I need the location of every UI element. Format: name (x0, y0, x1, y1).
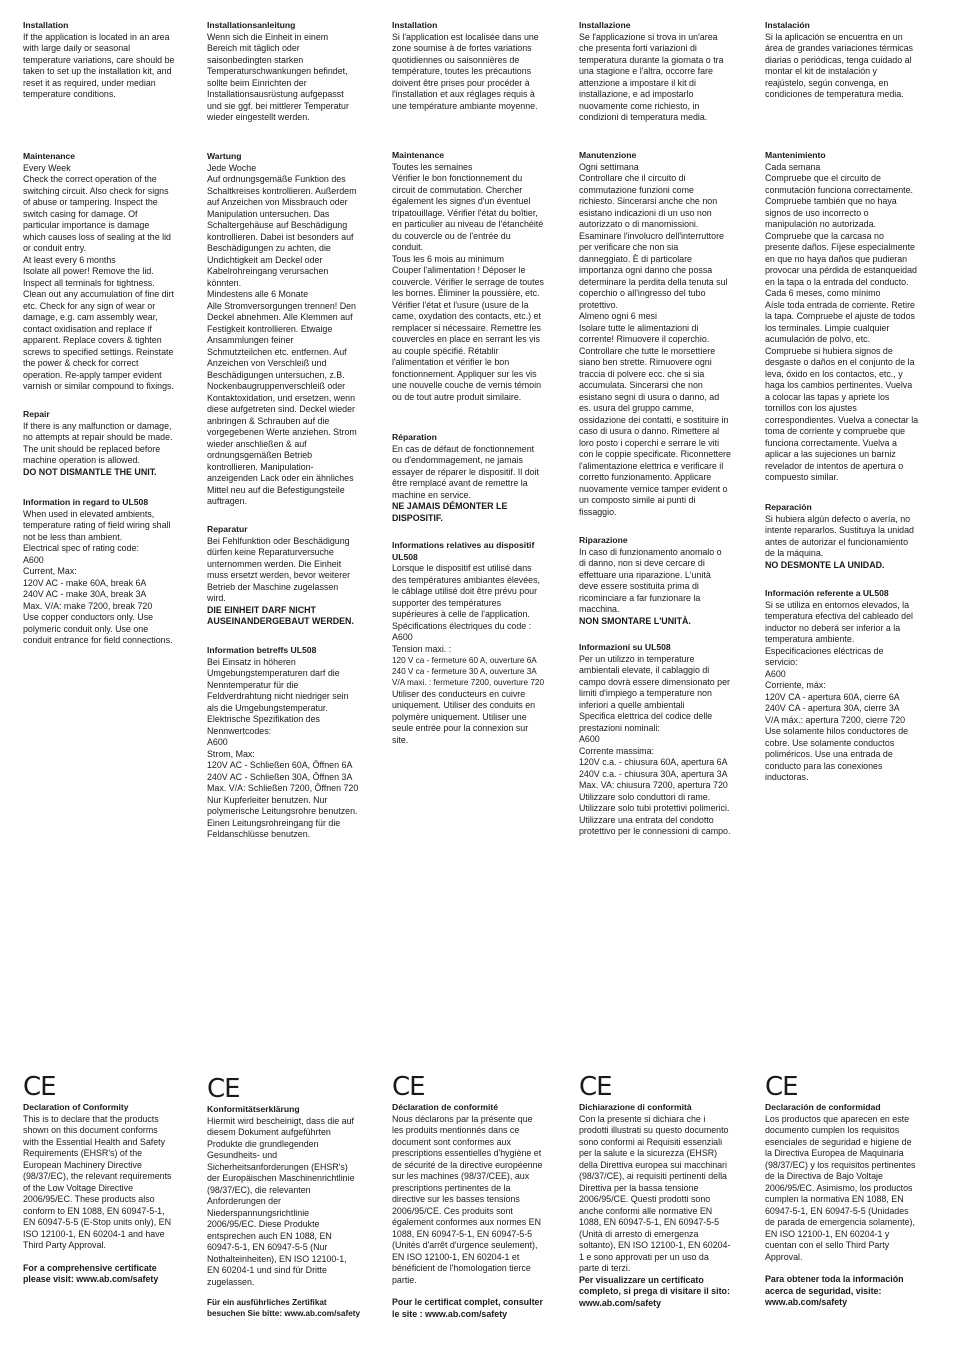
ce-mark-icon: CE (23, 1072, 56, 1102)
ul508-text: When used in elevated ambients, temperature rating of field wiring shall not be less than ambient. Electrical spec of rating code: A600 Current, Max: 120V AC - make 60A, break 6A 240V AC - make 30A, break 3A Max. V/A: make 7200, break 720 Use copper conductors only. Use polymeric conduit only. Use one conduit entrance for field connections. (23, 508, 173, 645)
column-english-conformity (23, 1074, 191, 1286)
conformity-heading: Déclaration de conformité (392, 1102, 499, 1112)
ul508-text-after: Utiliser des conducteurs en cuivre uniquement. Utiliser des conduits en polymère uniquement. Utiliser une seule entrée pour la connexion sur site. (392, 688, 536, 745)
ce-mark-icon: CE (207, 1074, 240, 1104)
conformity-heading: Konformitätserklärung (207, 1104, 300, 1114)
conformity-text: Con la presente si dichiara che i prodotti illustrati su questo documento sono conformi ai Requisiti essenziali per la salute e la sicurezza (EHSR) della Direttiva europea sui macchinari (98/37/CE), ai requisiti pertinenti della Direttiva per la bassa tensione 2006/95/CE. Questi prodotti sono anche conformi alle normative EN 1088, EN 60947-5-1, EN 60947-5-5 (Unità di arresto di emergenza soltanto), EN ISO 12100-1, EN 60204- 1 e sono approvati per un uso da parte di terzi. (579, 1113, 731, 1273)
conformity-text: Nous déclarons par la présente que les produits mentionnés dans ce document sont conformes aux prescriptions essentielles d'hygiène et de sécurité de la directive européenne sur les machines (98/37/CEE), aux prescriptions pertinentes de la directive sur les basses tensions 2006/95/CE. Ces produits sont également conformes aux normes EN 1088, EN 60947-5-1, EN 60947-5-5 (Unités d'arrêt d'urgence seulement), EN ISO 12100-1, EN 60204-1 et bénéficient de l'homologation tierce partie. (392, 1113, 543, 1285)
column-english-repair (23, 409, 191, 478)
maintenance-heading: Wartung (207, 151, 242, 161)
column-german-repair (207, 524, 375, 628)
column-spanish-ul508 (765, 588, 933, 784)
ul508-heading: Information in regard to UL508 (23, 497, 149, 507)
repair-heading: Reparatur (207, 524, 248, 534)
maintenance-heading: Maintenance (23, 151, 76, 161)
conformity-heading: Declaration of Conformity (23, 1102, 129, 1112)
ce-mark-icon: CE (579, 1072, 612, 1102)
conformity-text: Hiermit wird bescheinigt, dass die auf diesem Dokument aufgeführten Produkte die grundlegenden Gesundheits- und Sicherheitsanforderungen (EHSR's) der Europäischen Maschinenrichtlinie (98/37/EC), die relevanten Anforderungen der Niederspannungsrichtlinie 2006/95/EC. Diese Produkte entsprechen auch EN 1088, EN 60947-5-1, EN 60947-5-5 (Nur Nothalteinheiten), EN ISO 12100-1, EN 60204-1 und sind für Dritte zugelassen. (207, 1115, 355, 1287)
maintenance-text: Every Week Check the correct operation of the switching circuit. Also check for signs of abuse or tampering. Inspect the switch casing for damage. Of particular importance is damage which causes loss of sealing at the lid or conduit entry. At least every 6 months Isolate all power! Remove the lid. Inspect all terminals for tightness. Clean out any accumulation of fine dirt etc. Check for any sign of wear or damage, e.g. cam assembly wear, contact oxidisation and replace if apparent. Replace covers & tighten screws to specified settings. Reinstate the power & check for correct operation. Re-apply tamper evident varnish or similar compound to fixings. (23, 162, 174, 391)
column-french-ul508 (392, 540, 560, 746)
repair-warning: NON SMONTARE L'UNITÀ. (579, 615, 691, 626)
column-english-maintenance (23, 151, 191, 393)
maintenance-heading: Manutenzione (579, 150, 637, 160)
maintenance-heading: Mantenimiento (765, 150, 826, 160)
safety-link[interactable]: Para obtener toda la información acerca de seguridad, visite: www.ab.com/safety (765, 1274, 904, 1307)
ul508-text: Lorsque le dispositif est utilisé dans des températures ambiantes élevées, le câblage utilisé doit être prévu pour supporter des températures supérieures à celle de l'application. Spécifications électriques du code : A600 Tension maxi. : (392, 563, 540, 654)
maintenance-text: Jede Woche Auf ordnungsgemäße Funktion des Schaltkreises kontrollieren. Außerdem auf Anzeichen von Missbrauch oder Manipulation untersuchen. Das Schaltergehäuse auf Beschädigung kontrollieren. Dabei ist besonders auf Beschädigungen zu achten, die Undichtigkeit am Deckel oder Kabelrohreingang verursachen könnten. Mindestens alle 6 Monate Alle Stromversorgungen trennen! Den Deckel abnehmen. Alle Klemmen auf Festigkeit kontrollieren. Etwaige Ansammlungen feiner Schmutzteilchen etc. entfernen. Auf Anzeichen von Verschleiß und Beschädigungen untersuchen, z.B. Nockenbaugruppenverschleiß oder Kontaktoxidation, und ersetzen, wenn diese aufgetreten sind. Deckel wieder anbringen & Schrauben auf die vorgegebenen Werte anziehen. Strom wieder anschließen & auf ordnungsgemäßen Betrieb kontrollieren. Manipulation- anzeigenden Lack oder ein ähnliches Mittel neu auf die Befestigungsteile auftragen. (207, 162, 357, 506)
installation-text: If the application is located in an area with large daily or seasonal temperature variations, care should be taken to set up the installation kit, and reset it as required, under median temperature conditions. (23, 31, 175, 99)
repair-warning: NO DESMONTE LA UNIDAD. (765, 559, 885, 570)
column-italian-repair (579, 535, 747, 627)
conformity-text: Los productos que aparecen en este documento cumplen los requisitos esenciales de seguridad e higiene de la Directiva Europea de Maquinaria (98/37/EC) y los requisitos pertinentes de la Directiva de Bajo Voltaje 2006/95/EC. Asimismo, los productos cumplen la normativa EN 1088, EN 60947-5-1, EN 60947-5-5 (Unidades de parada de emergencia solamente), EN ISO 12100-1, EN 60204-1 y cuentan con el sello Third Party Approval. (765, 1113, 916, 1262)
installation-heading: Instalación (765, 20, 810, 30)
column-german-maintenance (207, 151, 375, 508)
repair-warning: DO NOT DISMANTLE THE UNIT. (23, 466, 157, 477)
repair-heading: Repair (23, 409, 50, 419)
column-french-maintenance (392, 150, 560, 403)
repair-warning: DIE EINHEIT DARF NICHT AUSEINANDERGEBAUT WERDEN. (207, 604, 354, 626)
column-italian (579, 20, 747, 124)
repair-heading: Réparation (392, 432, 437, 442)
ul508-heading: Informations relatives au dispositif UL508 (392, 540, 535, 562)
repair-heading: Reparación (765, 502, 812, 512)
column-french (392, 20, 560, 112)
installation-heading: Installation (392, 20, 438, 30)
installation-heading: Installationsanleitung (207, 20, 296, 30)
maintenance-text: Cada semana Compruebe que el circuito de conmutación funciona correctamente. Compruebe también que no haya signos de uso incorrecto o manipulación no autorizada. Compruebe que la carcasa no presente daños. Fíjese especialmente en que no haya daños que pudieran provocar una pérdida de estanqueidad en la tapa o la entrada del conducto. Cada 6 meses, como mínimo Aísle toda entrada de corriente. Retire la tapa. Compruebe el ajuste de todos los terminales. Limpie cualquier acumulación de polvo, etc. Compruebe si hubiera signos de desgaste o daños en el conjunto de la leva, óxido en los contactos, etc., y haga los cambios pertinentes. Vuelva a colocar las tapas y apriete los tornillos con los ajustes correspondientes. Vuelva a conectar la toma de corriente y compruebe que funciona correctamente. Vuelva a aplicar a las sujeciones un barniz revelador de intentos de apertura o compuesto similar. (765, 161, 919, 482)
safety-link[interactable]: For a comprehensive certificate please visit: www.ab.com/safety (23, 1262, 159, 1284)
column-spanish-maintenance (765, 150, 933, 484)
column-french-repair (392, 432, 560, 524)
safety-link[interactable]: Pour le certificat complet, consulter le site : www.ab.com/safety (392, 1297, 543, 1319)
installation-text: Si la aplicación se encuentra en un área de grandes variaciones térmicas diarias o periódicas, tenga cuidado al montar el kit de instalación y reajústelo, según convenga, en condiciones de temperatura media. (765, 31, 913, 99)
maintenance-text: Toutes les semaines Vérifier le bon fonctionnement du circuit de commutation. Chercher également les signes d'un éventuel tripatouillage. Vérifier l'état du boîtier, en particulier au niveau de l'étanchéité du couvercle ou de l'entrée du conduit. Tous les 6 mois au minimum Couper l'alimentation ! Déposer le couvercle. Vérifier le serrage de toutes les bornes. Éliminer la poussière, etc. Vérifier l'état et l'usure (usure de la came, oxydation des contacts, etc.) et remplacer si nécessaire. Remettre les couvercles en place en serrant les vis au couple spécifié. Rétablir l'alimentation et vérifier le bon fonctionnement. Appliquer sur les vis une nouvelle couche de vernis témoin ou de tout autre produit similaire. (392, 161, 544, 402)
column-italian-ul508 (579, 642, 747, 838)
column-german-conformity (207, 1076, 375, 1319)
repair-heading: Riparazione (579, 535, 628, 545)
ul508-heading: Information betreffs UL508 (207, 645, 317, 655)
column-spanish (765, 20, 933, 101)
maintenance-text: Ogni settimana Controllare che il circuito di commutazione funzioni come richiesto. Sincerarsi anche che non esistano indicazioni di un uso non autorizzato o di manomissioni. Esaminare l'involucro dell'interruttore per verificare che non sia danneggiato. È di particolare importanza ogni danno che possa determinare la perdita della tenuta sul coperchio o all'ingresso del tubo protettivo. Almeno ogni 6 mesi Isolare tutte le alimentazioni di corrente! Rimuovere il coperchio. Controllare che tutte le morsettiere siano ben strette. Rimuovere ogni traccia di polvere ecc. che si sia accumulata. Sincerarsi che non esistano segni di usura o danno, ad es. usura del gruppo camme, ossidazione dei contatti, e sostituire in caso di usura o danno. Rimettere al loro posto i coperchi e serrare le viti con le coppie specificate. Riconnettere l'alimentazione elettrica e verificare il corretto funzionamento. Applicare nuovamente vernice tamper evident o un composto simile ai punti di fissaggio. (579, 161, 731, 517)
repair-warning: NE JAMAIS DÉMONTER LE DISPOSITIF. (392, 501, 508, 523)
column-german-ul508 (207, 645, 375, 841)
repair-text: If there is any malfunction or damage, no attempts at repair should be made. The unit should be replaced before machine operation is allowed. (23, 420, 173, 465)
conformity-text: This is to declare that the products shown on this document conforms with the Essential Health and Safety Requirements (EHSR's) of the European Machinery Directive (98/37/EC), the relevant requirements of the Low Voltage Directive 2006/95/EC. These products also conform to EN 1088, EN 60947-5-1, EN 60947-5-5 (E-Stop units only), EN ISO 12100-1, EN 60204-1 and have Third Party Approval. (23, 1113, 172, 1250)
ul508-text: Per un utilizzo in temperature ambientali elevate, il cablaggio di campo dovrà essere dimensionato per limiti d'impiego a temperature non inferiori a quelle ambientali Specifica elettrica del codice delle prestazioni nominali: A600 Corrente massima: 120V c.a. - chiusura 60A, apertura 6A 240V c.a. - chiusura 30A, apertura 3A Max. VA: chiusura 7200, apertura 720 Utilizzare solo conduttori di rame. Utilizzare solo tubi protettivi polimerici. Utilizzare una entrata del condotto protettivo per le connessioni di campo. (579, 653, 731, 836)
column-spanish-repair (765, 502, 933, 571)
column-french-conformity (392, 1074, 560, 1320)
installation-heading: Installazione (579, 20, 631, 30)
ul508-heading: Informazioni su UL508 (579, 642, 671, 652)
ul508-ratings: 120 V ca - fermeture 60 A, ouverture 6A 240 V ca - fermeture 30 A, ouverture 3A V/A maxi. : fermeture 7200, ouverture 720 (392, 656, 545, 688)
column-italian-maintenance (579, 150, 747, 518)
installation-text: Si l'application est localisée dans une zone soumise à de fortes variations quotidiennes ou saisonnières de température, toutes les précautions doivent être prises pour procéder à l'installation et aux réglages requis à une température ambiante moyenne. (392, 31, 539, 111)
column-italian-conformity (579, 1074, 747, 1309)
repair-text: Bei Fehlfunktion oder Beschädigung dürfen keine Reparaturversuche unternommen werden. Die Einheit muss ersetzt werden, bevor weiterer Betrieb der Maschine zugelassen wird. (207, 535, 351, 603)
column-english (23, 20, 191, 101)
repair-text: En cas de défaut de fonctionnement ou d'endommagement, ne jamais essayer de réparer le dispositif. Il doit être remplacé avant de remettre la machine en service. (392, 443, 540, 500)
conformity-heading: Dichiarazione di conformità (579, 1102, 692, 1112)
conformity-heading: Declaración de conformidad (765, 1102, 881, 1112)
maintenance-heading: Maintenance (392, 150, 445, 160)
safety-link[interactable]: Per visualizzare un certificato completo, si prega di visitare il sito: www.ab.com/safety (579, 1274, 730, 1308)
column-german (207, 20, 375, 124)
installation-heading: Installation (23, 20, 69, 30)
ce-mark-icon: CE (765, 1072, 798, 1102)
safety-link[interactable]: Für ein ausführliches Zertifikat besuchen Sie bitte: www.ab.com/safety (207, 1298, 361, 1319)
installation-text: Wenn sich die Einheit in einem Bereich mit täglich oder saisonbedingten starken Temperaturschwankungen befindet, sollte beim Einrichten der Installationsausrüstung aufgepasst und sie ggf. bei mittlerer Temperatur wieder eingestellt werden. (207, 31, 349, 122)
ul508-text: Bei Einsatz in höheren Umgebungstemperaturen darf die Nenntemperatur für die Feldverdrahtung nicht niedriger sein als die Umgebungstemperatur. Elektrische Spezifikation des Nennwertcodes: A600 Strom, Max: 120V AC - Schließen 60A, Öffnen 6A 240V AC - Schließen 30A, Öffnen 3A Max. V/A: Schließen 7200, Öffnen 720 Nur Kupferleiter benutzen. Nur polymerische Leitungsrohre benutzen. Einen Leitungsrohreingang für die Feldanschlüsse benutzen. (207, 656, 359, 839)
installation-text: Se l'applicazione si trova in un'area che presenta forti variazioni di temperatura durante la giornata o tra una stagione e l'altra, occorre fare attenzione a impostare il kit di installazione, e ad impostarlo nuovamente come richiesto, in condizioni di temperatura media. (579, 31, 724, 122)
column-spanish-conformity (765, 1074, 933, 1309)
repair-text: In caso di funzionamento anomalo o di danno, non si deve cercare di effettuare una riparazione. L'unità deve essere sostituita prima di ricominciare a far funzionare la macchina. (579, 546, 722, 614)
ul508-text: Si se utiliza en entornos elevados, la temperatura efectiva del cableado del inductor no deberá ser inferior a la temperatura ambiente. Especificaciones eléctricas de servicio: A600 Corriente, máx: 120V CA - apertura 60A, cierre 6A 240V CA - apertura 30A, cierre 3A V/A máx.: apertura 7200, cierre 720 Use solamente hilos conductores de cobre. Use solamente conductos poliméricos. Use una entrada de conducto para las conexiones inductoras. (765, 599, 914, 782)
repair-text: Si hubiera algún defecto o avería, no intente repararlos. Sustituya la unidad antes de autorizar el funcionamiento de la máquina. (765, 513, 914, 558)
column-english-ul508 (23, 497, 191, 647)
ce-mark-icon: CE (392, 1072, 425, 1102)
ul508-heading: Información referente a UL508 (765, 588, 889, 598)
